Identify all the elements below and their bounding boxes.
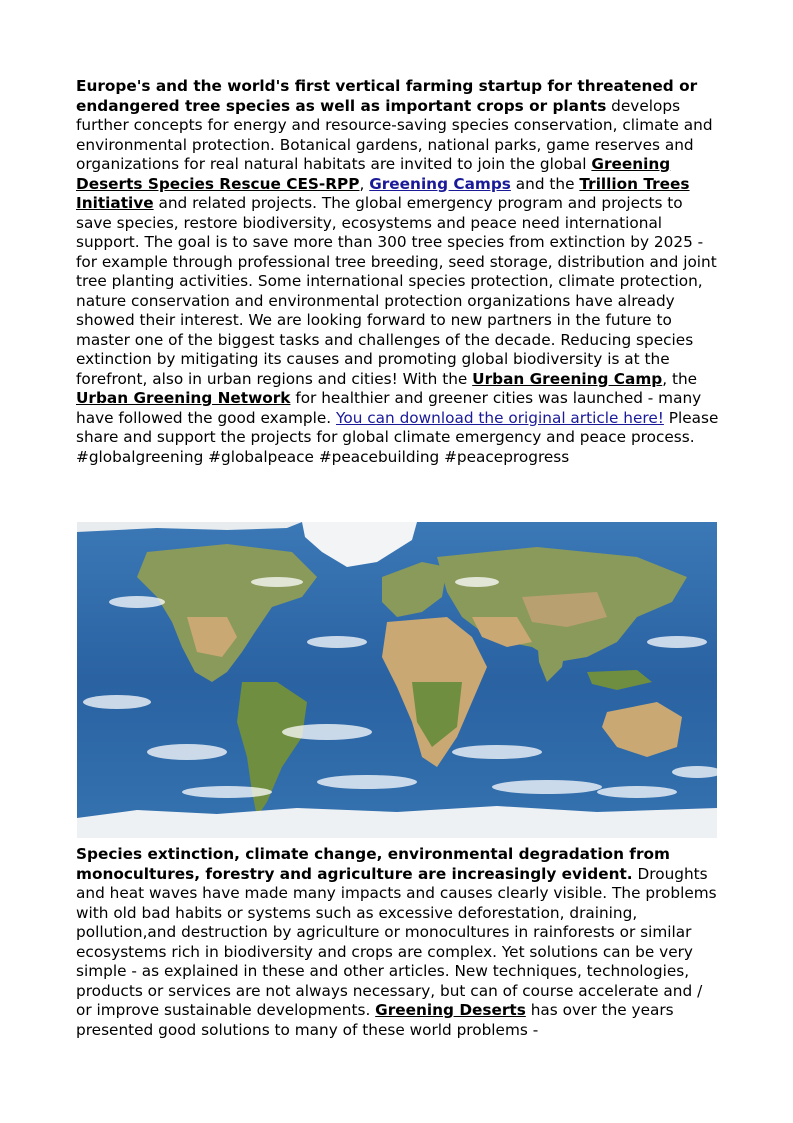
link-greening-deserts[interactable]: Greening Deserts — [375, 1001, 526, 1019]
world-map-image — [77, 522, 717, 838]
article-section-species-extinction — [76, 845, 721, 1040]
paragraph-text: has over the years presented good solutions to many of these world problems - — [76, 1001, 674, 1039]
paragraph-text: and the — [510, 174, 580, 193]
link-species-rescue[interactable]: Greening Deserts Species Rescue CES-RPP — [76, 155, 671, 193]
link-download-article[interactable]: You can download the original article here! — [336, 408, 664, 427]
paragraph-text: , the — [662, 369, 698, 388]
paragraph-text: Droughts and heat waves have made many impacts and causes clearly visible. The problems with old bad habits or systems such as excessive deforestation, draining, pollution,and destruction by agriculture or monocultures in rainforests or similar ecosystems rich in biodiversity and crops are complex. Yet solutions can be very simple - as explained in these and other articles. New techniques, technologies, products or services are not always necessary, but can of course accelerate and / or improve sustainable developments. — [76, 864, 717, 1019]
link-urban-greening-camp[interactable]: Urban Greening Camp — [472, 369, 663, 388]
article-section-intro — [76, 77, 721, 467]
link-trillion-trees[interactable]: Trillion Trees Initiative — [76, 174, 690, 212]
link-urban-greening-network[interactable]: Urban Greening Network — [76, 389, 291, 407]
section-heading-species-extinction: Species extinction, climate change, environmental degradation from monocultures, forestry and agriculture are increasingly evident. — [76, 845, 670, 883]
paragraph-text: for healthier and greener cities was launched - many have followed the good example. — [76, 389, 702, 427]
world-map-graphic — [77, 522, 717, 838]
paragraph-text: , — [359, 174, 370, 193]
paragraph-text: Please share and support the projects for global climate emergency and peace process. #globalgreening #globalpeace #peacebuilding #peaceprogress — [76, 408, 719, 466]
section-heading-vertical-farming: Europe's and the world's first vertical farming startup for threatened or endangered tree species as well as important crops or plants — [76, 77, 698, 115]
paragraph-text: develops further concepts for energy and resource-saving species conservation, climate and environmental protection. Botanical gardens, national parks, game reserves and organizations for real natural habitats are invited to join the global — [76, 96, 713, 173]
link-greening-camps[interactable]: Greening Camps — [369, 174, 511, 193]
paragraph-text: and related projects. The global emergency program and projects to save species, restore biodiversity, ecosystems and peace need international support. The goal is to save more than 300 tree species from extinction by 2025 - for example through professional tree breeding, seed storage, distribution and joint tree planting activities. Some international species protection, climate protection, nature conservation and environmental protection organizations have already showed their interest. We are looking forward to new partners in the future to master one of the biggest tasks and challenges of the decade. Reducing species extinction by mitigating its causes and promoting global biodiversity is at the forefront, also in urban regions and cities! With the — [76, 194, 717, 388]
